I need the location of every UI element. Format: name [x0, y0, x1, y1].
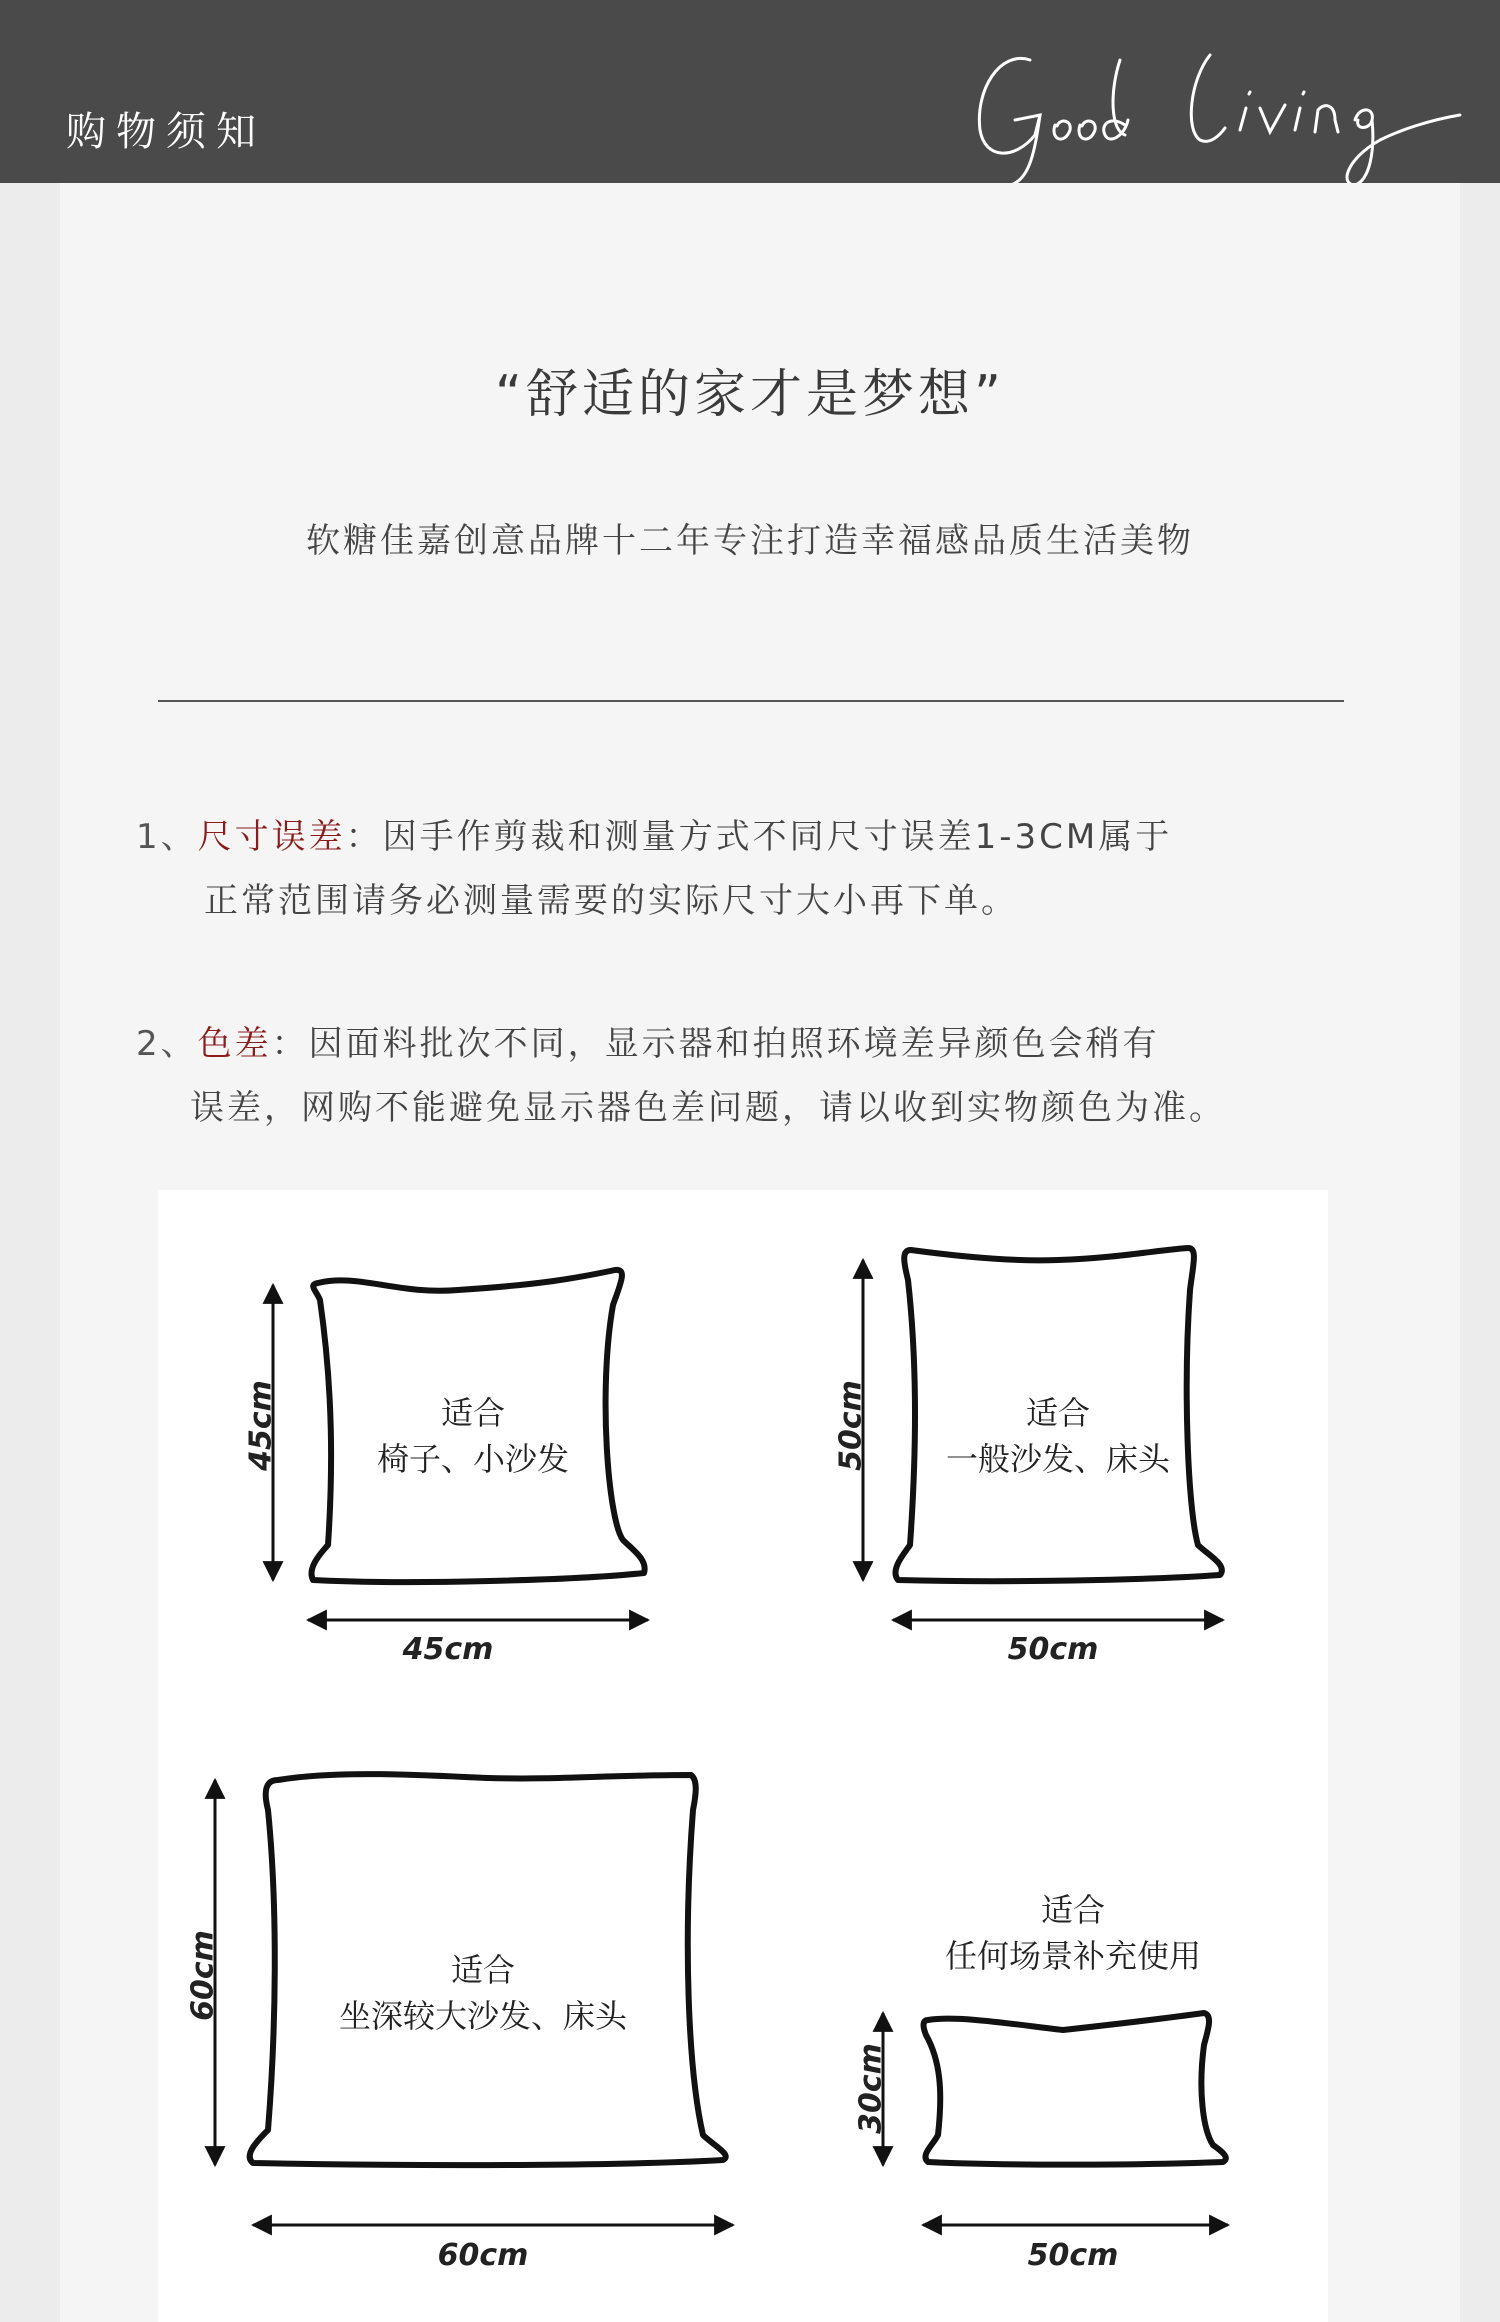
pillow-30x50-outline — [924, 2013, 1226, 2165]
header-bar — [0, 0, 1500, 183]
pillow-45-height-label: 45cm — [243, 1380, 279, 1471]
note-number: 2、 — [136, 1024, 198, 1064]
pillow-50-width-label: 50cm — [1007, 1632, 1099, 1667]
pillow-30x50-height-label: 30cm — [853, 2043, 889, 2134]
note-color-difference — [136, 1012, 1366, 1140]
pillow-50-label: 适合 — [1025, 1394, 1090, 1432]
pillow-30x50-width-label: 50cm — [1027, 2238, 1119, 2273]
note-key: 色差 — [197, 1024, 272, 1064]
note-text-line2: 正常范围请务必测量需要的实际尺寸大小再下单。 — [204, 881, 1018, 921]
pillow-45-width-label: 45cm — [402, 1632, 494, 1667]
divider — [158, 700, 1344, 702]
pillow-45-usage: 椅子、小沙发 — [376, 1440, 569, 1478]
pillow-60-usage: 坐深较大沙发、床头 — [338, 1997, 627, 2035]
pillow-50-usage: 一般沙发、床头 — [945, 1440, 1170, 1478]
pillow-size-diagram — [158, 1190, 1328, 2322]
pillow-45-label: 适合 — [440, 1394, 505, 1432]
pillow-60-caption — [308, 1947, 658, 2039]
pillow-60-height-label: 60cm — [185, 1930, 221, 2021]
note-text: ：因面料批次不同，显示器和拍照环境差异颜色会稍有 — [271, 1024, 1160, 1064]
pillow-45-caption — [358, 1390, 588, 1482]
pillow-50-caption — [938, 1390, 1178, 1482]
page-title: 购物须知 — [66, 109, 266, 155]
note-size-tolerance — [136, 805, 1366, 933]
brand-tagline: 软糖佳嘉创意品牌十二年专注打造幸福感品质生活美物 — [306, 521, 1194, 561]
good-living-logo — [960, 20, 1480, 190]
pillow-30x50-caption — [918, 1887, 1228, 1979]
note-number: 1、 — [136, 817, 198, 857]
slogan: “舒适的家才是梦想” — [495, 365, 1005, 425]
pillow-outlines — [158, 1190, 1328, 2322]
note-key: 尺寸误差 — [197, 817, 346, 857]
note-text-line2: 误差，网购不能避免显示器色差问题，请以收到实物颜色为准。 — [190, 1088, 1226, 1128]
pillow-60-width-label: 60cm — [437, 2238, 529, 2273]
pillow-50-height-label: 50cm — [833, 1380, 869, 1471]
pillow-60-label: 适合 — [450, 1951, 515, 1989]
pillow-30x50-label: 适合 — [1040, 1891, 1105, 1929]
note-text: ：因手作剪裁和测量方式不同尺寸误差1-3CM属于 — [345, 817, 1173, 857]
pillow-30x50-usage: 任何场景补充使用 — [944, 1937, 1201, 1975]
